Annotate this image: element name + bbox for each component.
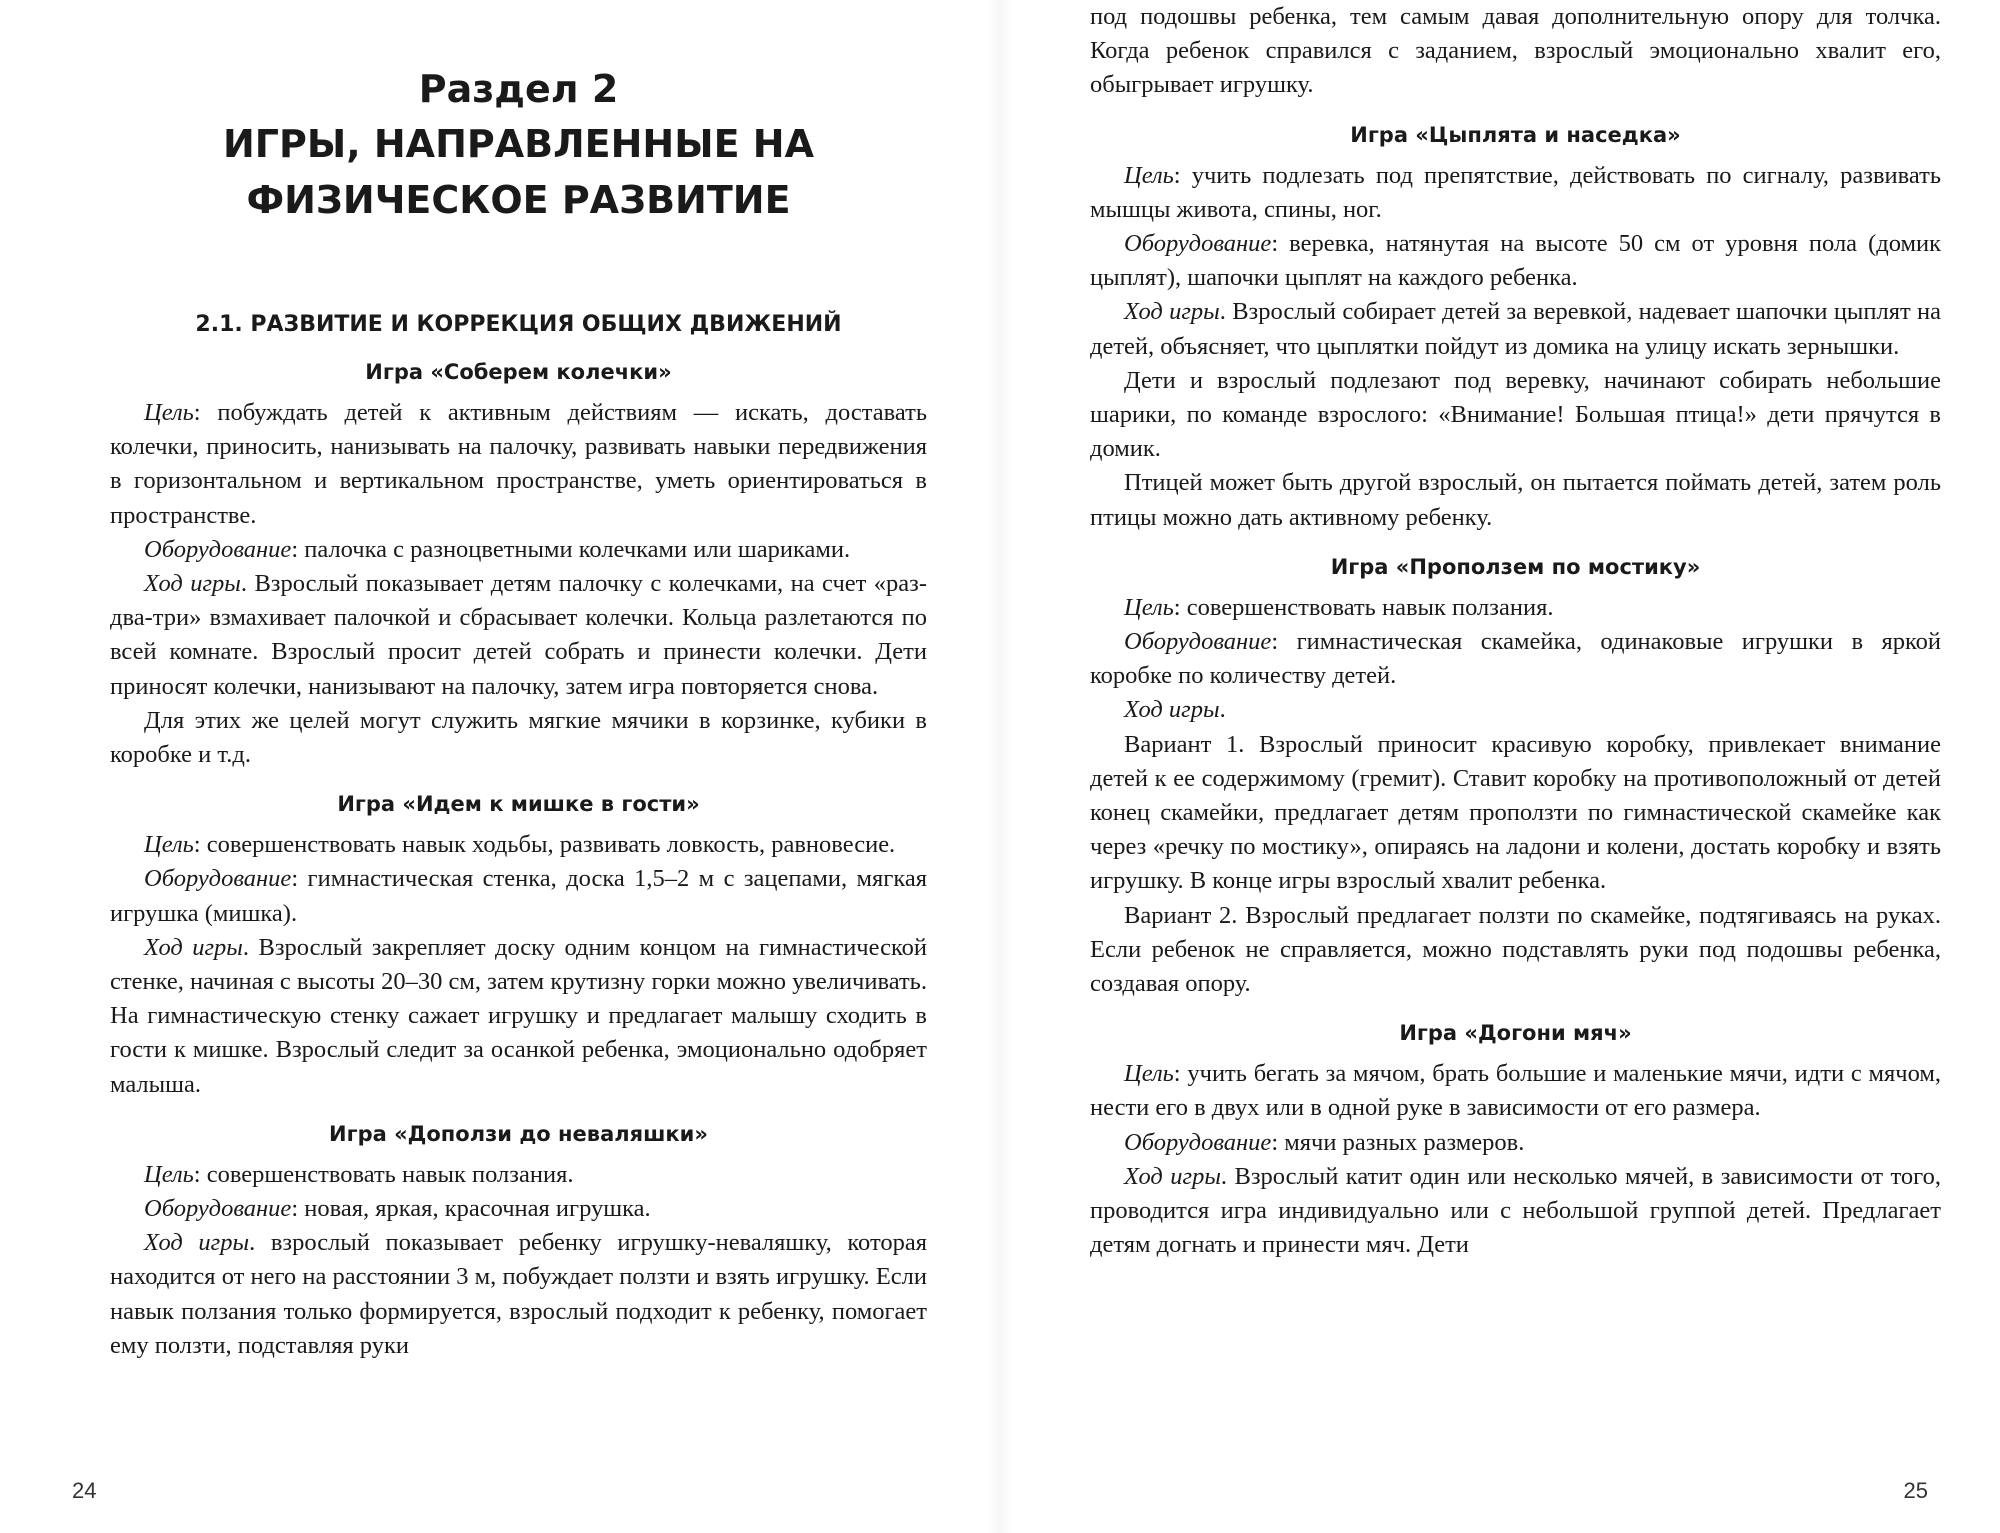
paragraph-text: учить подлезать под препятствие, действовать по сигналу, развивать мышцы живота, спины, ног.: [1090, 161, 1941, 223]
right-page: [1000, 0, 2000, 1533]
paragraph-label: Ход игры: [144, 570, 241, 598]
paragraph-text: совершенствовать навык ползания.: [1186, 593, 1554, 621]
game-paragraph: [1090, 693, 1941, 727]
game-paragraph: [110, 828, 927, 862]
label-separator: :: [1271, 230, 1290, 258]
paragraph-text: палочка с разноцветными колечками или шариками.: [304, 535, 851, 563]
label-separator: :: [291, 535, 305, 563]
game-paragraph: [1090, 159, 1941, 227]
paragraph-text: Вариант 2. Взрослый предлагает ползти по скамейке, подтягиваясь на руках. Если ребенок не справляется, можно подставлять руки под подошвы ребенка, создавая опору.: [1090, 901, 1941, 998]
label-separator: :: [1173, 1060, 1188, 1088]
paragraph-label: Цель: [1124, 161, 1174, 189]
paragraph-text: гимнастическая скамейка, одинаковые игрушки в яркой коробке по количеству детей.: [1090, 628, 1941, 690]
game-paragraph: [110, 704, 927, 772]
paragraph-label: Ход игры: [1124, 1162, 1221, 1190]
game-paragraph: [110, 862, 927, 930]
paragraph-text: мячи разных размеров.: [1284, 1128, 1525, 1156]
game-paragraph: [110, 533, 927, 567]
left-text-column: [110, 0, 927, 1363]
game-block: [110, 1120, 927, 1363]
game-paragraph: [110, 931, 927, 1102]
game-title: Игра «Идем к мишке в гости»: [337, 792, 700, 817]
paragraph-label: Цель: [1124, 593, 1174, 621]
paragraph-label: Оборудование: [1124, 628, 1272, 656]
game-title: Игра «Цыплята и наседка»: [1350, 122, 1681, 147]
paragraph-label: Цель: [1124, 1060, 1174, 1088]
paragraph-text: Для этих же целей могут служить мягкие мячики в корзинке, кубики в коробке и т.д.: [110, 706, 927, 769]
label-separator: :: [193, 831, 207, 859]
paragraph-label: Цель: [144, 399, 194, 426]
game-paragraph: [1090, 625, 1941, 693]
paragraph-text: Дети и взрослый подлезают под веревку, начинают собирать небольшие шарики, по команде взрослого: «Внимание! Большая птица!» дети прячутся в домик.: [1090, 366, 1941, 463]
paragraph-text: совершенствовать навык ползания.: [206, 1160, 574, 1188]
page-number: 25: [1903, 1478, 1928, 1503]
paragraph-label: Оборудование: [144, 535, 292, 563]
paragraph-label: Оборудование: [144, 865, 292, 893]
paragraph-label: Цель: [144, 1160, 194, 1188]
game-paragraph: [1090, 1126, 1941, 1160]
right-text-column: [1090, 0, 1941, 1263]
game-block: [1090, 553, 1941, 1001]
paragraph-text: Взрослый показывает детям палочку с колечками, на счет «раз-два-три» взмахивает палочкой и сбрасывает колечки. Кольца разлетаются по всей комнате. Взрослый просит детей собрать и принести колечки. Дети приносят колечки, нанизывают на палочку, затем игра повторяется снова.: [110, 570, 927, 700]
paragraph-text: взрослый показывает ребенку игрушку-неваляшку, которая находится от него на расстоянии 3 м, побуждает ползти и взять игрушку. Если навык ползания только формируется, взрослый подходит к ребенку, помогает ему ползти, подставляя руки: [110, 1229, 927, 1359]
game-paragraph: [1090, 899, 1941, 1002]
game-block: [110, 358, 927, 772]
paragraph-text: веревка, натянутая на высоте 50 см от уровня пола (домик цыплят), шапочки цыплят на каждого ребенка.: [1090, 230, 1941, 292]
game-paragraph: [110, 567, 927, 704]
game-block: [110, 790, 927, 1102]
game-paragraph: [110, 1192, 927, 1226]
section-number: Раздел 2: [418, 67, 619, 111]
paragraph-label: Ход игры: [1124, 298, 1220, 326]
label-separator: :: [1271, 1128, 1285, 1156]
label-separator: .: [249, 1229, 271, 1257]
label-separator: :: [291, 865, 308, 893]
label-separator: :: [1271, 628, 1297, 656]
paragraph-text: Взрослый собирает детей за веревкой, надевает шапочки цыплят на детей, объясняет, что цыплятки пойдут из домика на улицу искать зернышки.: [1090, 298, 1941, 360]
paragraph-label: Ход игры: [144, 1229, 250, 1257]
paragraph-text: новая, яркая, красочная игрушка.: [304, 1195, 651, 1223]
game-paragraph: [1090, 295, 1941, 363]
paragraph-text: совершенствовать навык ходьбы, развивать ловкость, равновесие.: [206, 831, 896, 859]
game-title: Игра «Доползи до неваляшки»: [329, 1121, 708, 1146]
game-title: Игра «Проползем по мостику»: [1330, 554, 1701, 579]
game-block: [1090, 1019, 1941, 1262]
game-title: Игра «Догони мяч»: [1399, 1021, 1632, 1046]
paragraph-label: Оборудование: [144, 1195, 292, 1223]
label-separator: .: [240, 570, 255, 598]
paragraph-label: Ход игры: [1124, 696, 1220, 724]
label-separator: :: [1173, 161, 1192, 189]
label-separator: .: [1219, 696, 1226, 724]
paragraph-text: Взрослый катит один или несколько мячей, в зависимости от того, проводится игра индивидуально или с небольшой группой детей. Предлагает детям догнать и принести мяч. Дети: [1090, 1162, 1941, 1259]
paragraph-label: Цель: [144, 831, 194, 859]
game-paragraph: [1090, 591, 1941, 625]
game-paragraph: [1090, 227, 1941, 295]
section-title: ИГРЫ, НАПРАВЛЕННЫЕ НА ФИЗИЧЕСКОЕ РАЗВИТИЕ: [222, 122, 815, 222]
game-paragraph: [1090, 466, 1941, 534]
label-separator: :: [1173, 593, 1187, 621]
game-paragraph: [1090, 1160, 1941, 1263]
game-paragraph: [1090, 1057, 1941, 1125]
paragraph-text: учить бегать за мячом, брать большие и маленькие мячи, идти с мячом, нести его в двух или в одной руке в зависимости от его размера.: [1090, 1060, 1941, 1122]
label-separator: .: [1219, 298, 1233, 326]
subsection-title: 2.1. РАЗВИТИЕ И КОРРЕКЦИЯ ОБЩИХ ДВИЖЕНИЙ: [195, 312, 842, 337]
game-paragraph: [110, 1226, 927, 1363]
label-separator: :: [291, 1195, 305, 1223]
paragraph-text: гимнастическая стенка, доска 1,5–2 м с зацепами, мягкая игрушка (мишка).: [110, 865, 928, 927]
game-block: [1090, 121, 1941, 535]
game-paragraph: [1090, 728, 1941, 899]
label-separator: :: [193, 1160, 207, 1188]
paragraph-label: Оборудование: [1124, 1128, 1272, 1156]
game-paragraph: [110, 396, 927, 533]
paragraph-text: Вариант 1. Взрослый приносит красивую коробку, привлекает внимание детей к ее содержимому (гремит). Ставит коробку на противоположный от детей конец скамейки, предлагает детям проползти по гимнастической скамейке как через «речку по мостику», опираясь на ладони и колени, достать коробку и взять игрушку. В конце игры взрослый хвалит ребенка.: [1090, 730, 1941, 895]
paragraph-label: Ход игры: [144, 933, 243, 961]
page-number: 24: [72, 1478, 97, 1503]
label-separator: :: [193, 399, 218, 426]
game-paragraph: [110, 1158, 927, 1192]
paragraph-label: Оборудование: [1124, 230, 1272, 258]
paragraph-text: Взрослый закрепляет доску одним концом на гимнастической стенке, начиная с высоты 20–30 см, затем крутизну горки можно увеличивать. На гимнастическую стенку сажает игрушку и предлагает малышу сходить в гости к мишке. Взрослый следит за осанкой ребенка, эмоционально одобряет малыша.: [110, 933, 928, 1098]
game-paragraph: [1090, 364, 1941, 467]
label-separator: .: [1220, 1162, 1235, 1190]
paragraph-text: Птицей может быть другой взрослый, он пытается поймать детей, затем роль птицы можно дать активному ребенку.: [1090, 469, 1941, 531]
label-separator: .: [242, 933, 259, 961]
continuation-paragraph: под подошвы ребенка, тем самым давая дополнительную опору для толчка. Когда ребенок справился с заданием, взрослый эмоционально хвалит его, обыгрывает игрушку.: [1090, 3, 1941, 99]
paragraph-text: побуждать детей к активным действиям — искать, доставать колечки, приносить, нанизывать на палочку, развивать навыки передвижения в горизонтальном и вертикальном пространстве, уметь ориентироваться в пространстве.: [110, 399, 927, 529]
game-title: Игра «Соберем колечки»: [365, 360, 672, 384]
